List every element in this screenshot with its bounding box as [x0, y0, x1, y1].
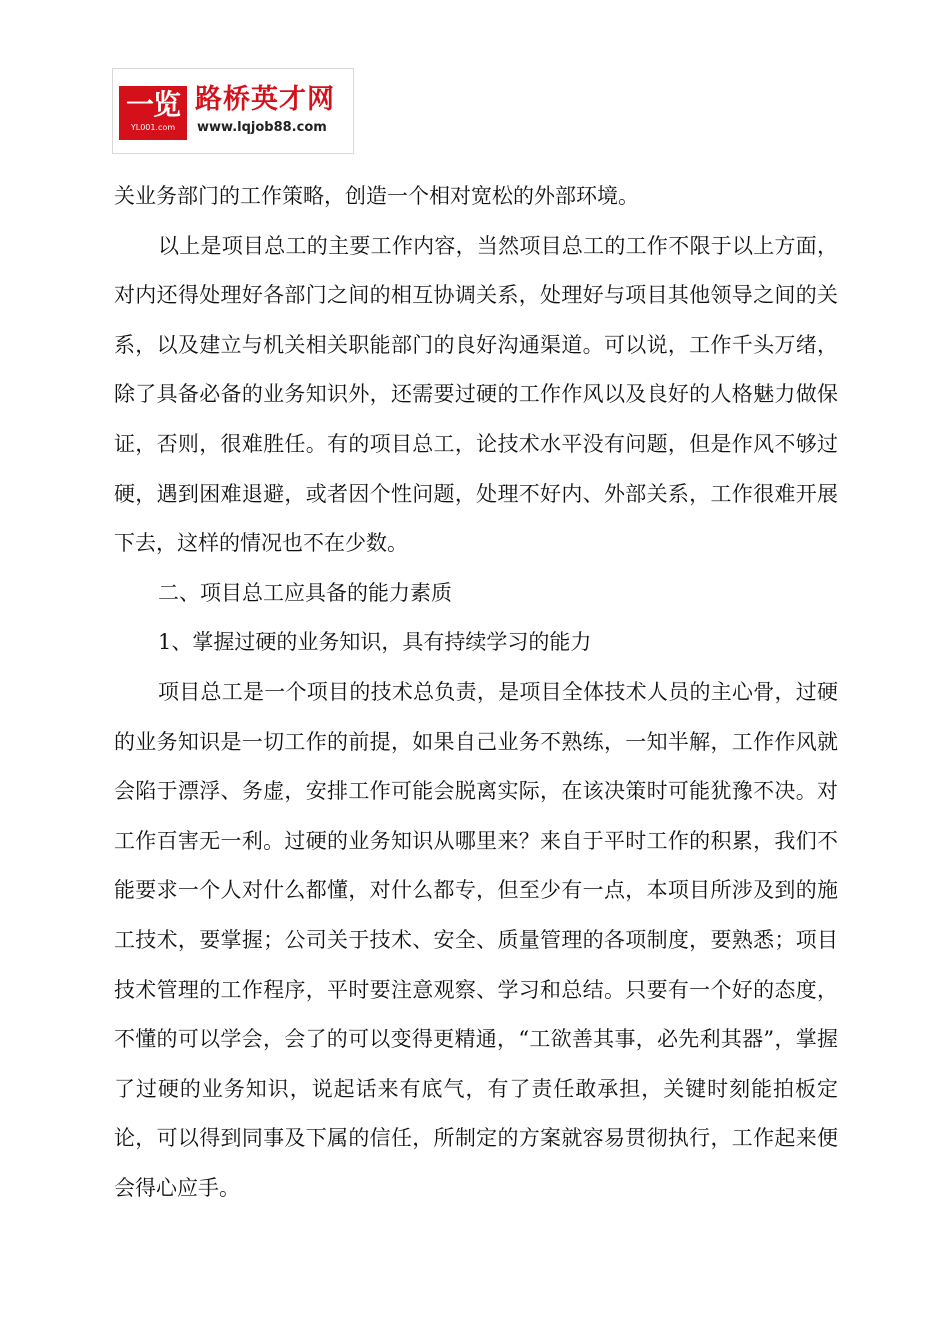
section-heading: 二、项目总工应具备的能力素质: [158, 580, 452, 605]
paragraph-continuation: 关业务部门的工作策略，创造一个相对宽松的外部环境。: [114, 184, 639, 208]
logo-badge-sub: YL001.com: [130, 123, 176, 132]
paragraph-summary: 以上是项目总工的主要工作内容，当然项目总工的工作不限于以上方面，对内还得处理好各部门之间的相互协调关系，处理好与项目其他领导之间的关系，以及建立与机关相关职能部门的良好沟通渠道。可以说，工作千头万绪，除了具备必备的业务知识外，还需要过硬的工作作风以及良好的人格魅力做保证，否则，很难胜任。有的项目总工，论技术水平没有问题，但是作风不够过硬，遇到困难退避，或者因个性问题，处理不好内、外部关系，工作很难开展下去，这样的情况也不在少数。: [114, 233, 838, 556]
site-logo: [112, 68, 354, 154]
logo-title: 路桥英才网: [195, 84, 335, 115]
document-body: [114, 172, 838, 1213]
logo-url: www.lqjob88.com: [197, 120, 327, 135]
logo-badge: [119, 86, 187, 140]
subsection-heading: 1、掌握过硬的业务知识，具有持续学习的能力: [158, 630, 592, 655]
paragraph-body: 项目总工是一个项目的技术总负责，是项目全体技术人员的主心骨，过硬的业务知识是一切工作的前提，如果自己业务不熟练，一知半解，工作作风就会陷于漂浮、务虚，安排工作可能会脱离实际，在该决策时可能犹豫不决。对工作百害无一利。过硬的业务知识从哪里来？来自于平时工作的积累，我们不能要求一个人对什么都懂，对什么都专，但至少有一点，本项目所涉及到的施工技术，要掌握；公司关于技术、安全、质量管理的各项制度，要熟悉；项目技术管理的工作程序，平时要注意观察、学习和总结。只要有一个好的态度，不懂的可以学会，会了的可以变得更精通，“工欲善其事，必先利其器”，掌握了过硬的业务知识，说起话来有底气，有了责任敢承担，关键时刻能拍板定论，可以得到同事及下属的信任，所制定的方案就容易贯彻执行，工作起来便会得心应手。: [114, 679, 838, 1200]
logo-badge-main: 一览: [125, 88, 180, 121]
